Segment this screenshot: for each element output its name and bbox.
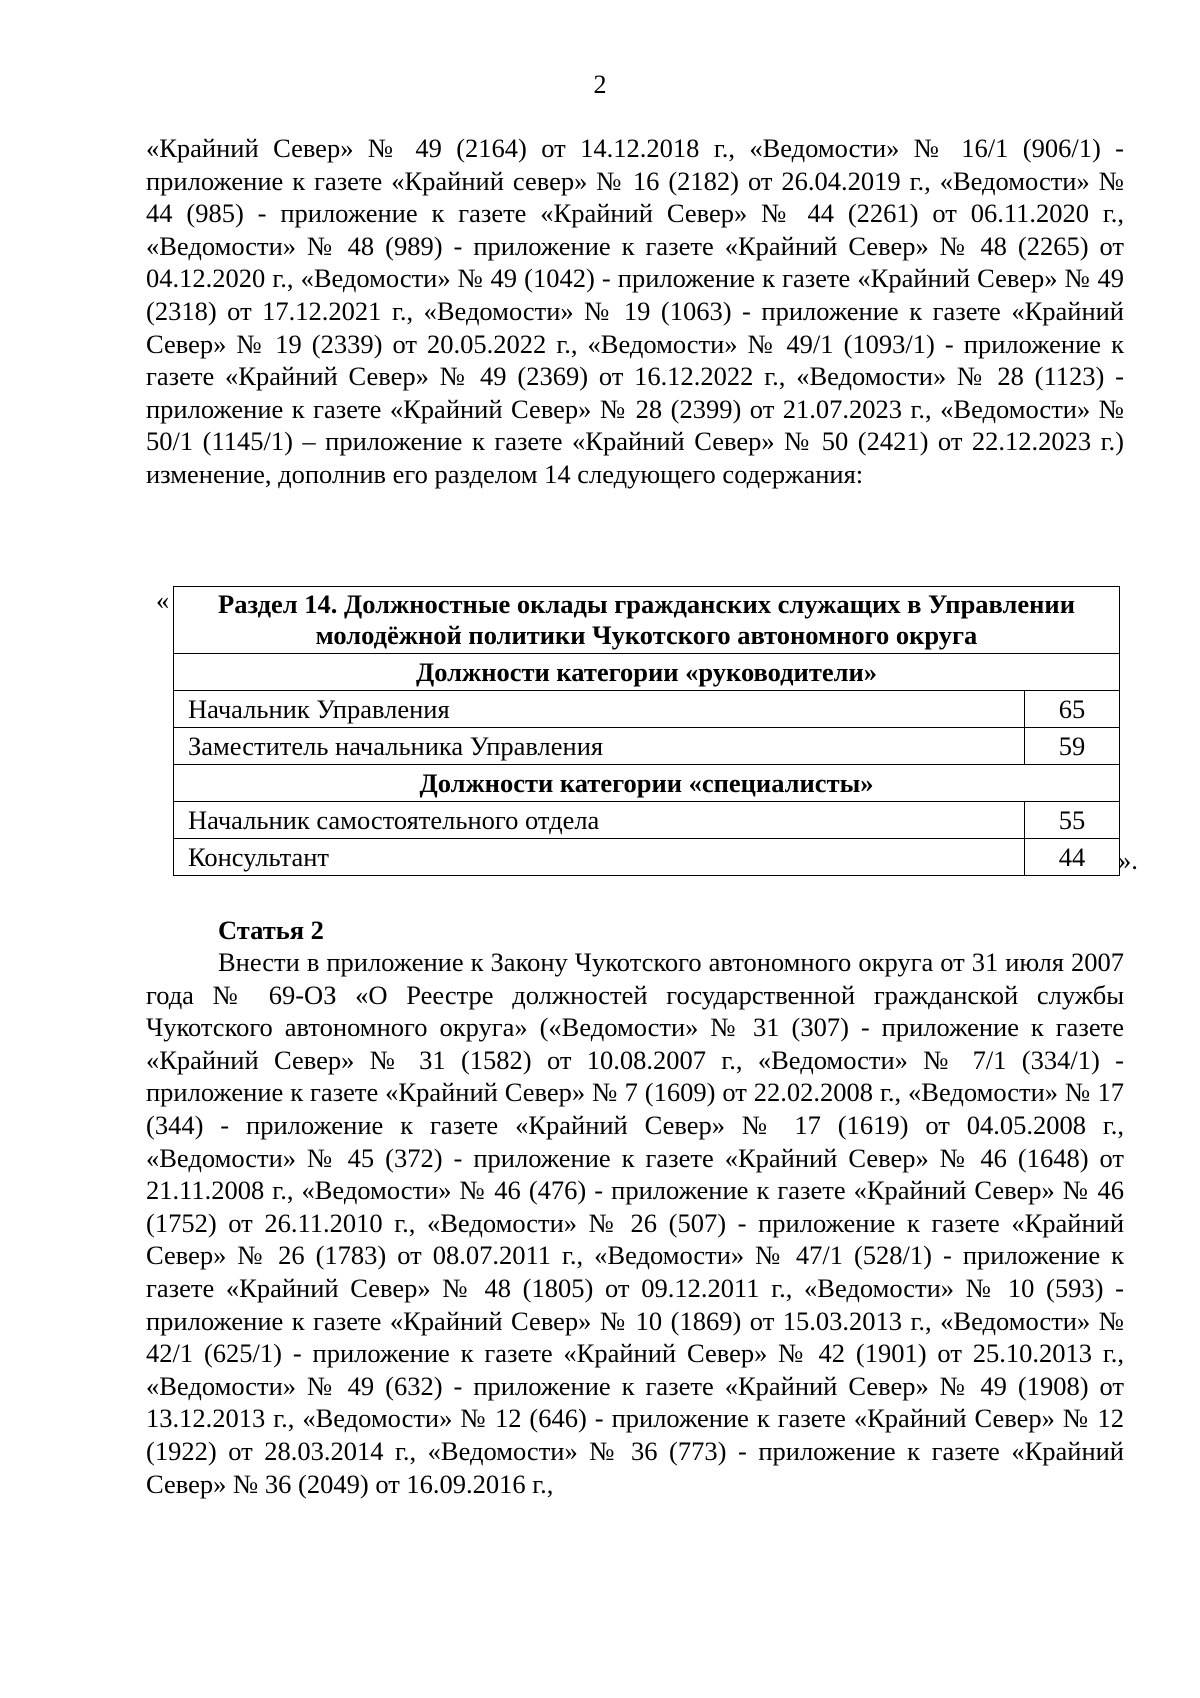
table-row xyxy=(174,691,1120,728)
salary-value: 55 xyxy=(1025,802,1120,839)
category-header-managers: Должности категории «руководители» xyxy=(174,654,1120,691)
salary-table xyxy=(173,586,1120,876)
salary-value: 59 xyxy=(1025,728,1120,765)
table-title-row xyxy=(174,587,1120,654)
article-text: Внести в приложение к Закону Чукотского автономного округа от 31 июля 2007 года № 69-ОЗ «О Реестре должностей государственной гражданской службы Чукотского автономного округа» («Ведомости» № 31 (307) - приложение к газете «Крайний Север» № 31 (1582) от 10.08.2007 г., «Ведомости» № 7/1 (334/1) - приложение к газете «Крайний Север» № 7 (1609) от 22.02.2008 г., «Ведомости» № 17 (344) - приложение к газете «Крайний Север» № 17 (1619) от 04.05.2008 г., «Ведомости» № 45 (372) - приложение к газете «Крайний Север» № 46 (1648) от 21.11.2008 г., «Ведомости» № 46 (476) - приложение к газете «Крайний Север» № 46 (1752) от 26.11.2010 г., «Ведомости» № 26 (507) - приложение к газете «Крайний Север» № 26 (1783) от 08.07.2011 г., «Ведомости» № 47/1 (528/1) - приложение к газете «Крайний Север» № 48 (1805) от 09.12.2011 г., «Ведомости» № 10 (593) - приложение к газете «Крайний Север» № 10 (1869) от 15.03.2013 г., «Ведомости» № 42/1 (625/1) - приложение к газете «Крайний Север» № 42 (1901) от 25.10.2013 г., «Ведомости» № 49 (632) - приложение к газете «Крайний Север» № 49 (1908) от 13.12.2013 г., «Ведомости» № 12 (646) - приложение к газете «Крайний Север» № 12 (1922) от 28.03.2014 г., «Ведомости» № 36 (773) - приложение к газете «Крайний Север» № 36 (2049) от 16.09.2016 г., xyxy=(146,947,1124,1499)
salary-value: 44 xyxy=(1025,839,1120,876)
page-number: 2 xyxy=(593,70,607,99)
salary-value: 65 xyxy=(1025,691,1120,728)
article-heading: Статья 2 xyxy=(218,915,324,945)
category-row xyxy=(174,765,1120,802)
position-name: Начальник Управления xyxy=(174,691,1025,728)
table-row xyxy=(174,728,1120,765)
category-row xyxy=(174,654,1120,691)
table-row xyxy=(174,839,1120,876)
position-name: Заместитель начальника Управления xyxy=(174,728,1025,765)
table-row xyxy=(174,802,1120,839)
table-title: Раздел 14. Должностные оклады гражданских служащих в Управлении молодёжной политики Чукотского автономного округа xyxy=(174,587,1120,654)
category-header-specialists: Должности категории «специалисты» xyxy=(174,765,1120,802)
amendment-paragraph: «Крайний Север» № 49 (2164) от 14.12.2018 г., «Ведомости» № 16/1 (906/1) - приложение к газете «Крайний север» № 16 (2182) от 26.04.2019 г., «Ведомости» № 44 (985) - приложение к газете «Крайний Север» № 44 (2261) от 06.11.2020 г., «Ведомости» № 48 (989) - приложение к газете «Крайний Север» № 48 (2265) от 04.12.2020 г., «Ведомости» № 49 (1042) - приложение к газете «Крайний Север» № 49 (2318) от 17.12.2021 г., «Ведомости» № 19 (1063) - приложение к газете «Крайний Север» № 19 (2339) от 20.05.2022 г., «Ведомости» № 49/1 (1093/1) - приложение к газете «Крайний Север» № 49 (2369) от 16.12.2022 г., «Ведомости» № 28 (1123) - приложение к газете «Крайний Север» № 28 (2399) от 21.07.2023 г., «Ведомости» № 50/1 (1145/1) – приложение к газете «Крайний Север» № 50 (2421) от 22.12.2023 г.) изменение, дополнив его разделом 14 следующего содержания: xyxy=(146,133,1124,489)
position-name: Консультант xyxy=(174,839,1025,876)
opening-quote: « xyxy=(156,585,170,615)
position-name: Начальник самостоятельного отдела xyxy=(174,802,1025,839)
closing-quote: ». xyxy=(1118,845,1138,875)
